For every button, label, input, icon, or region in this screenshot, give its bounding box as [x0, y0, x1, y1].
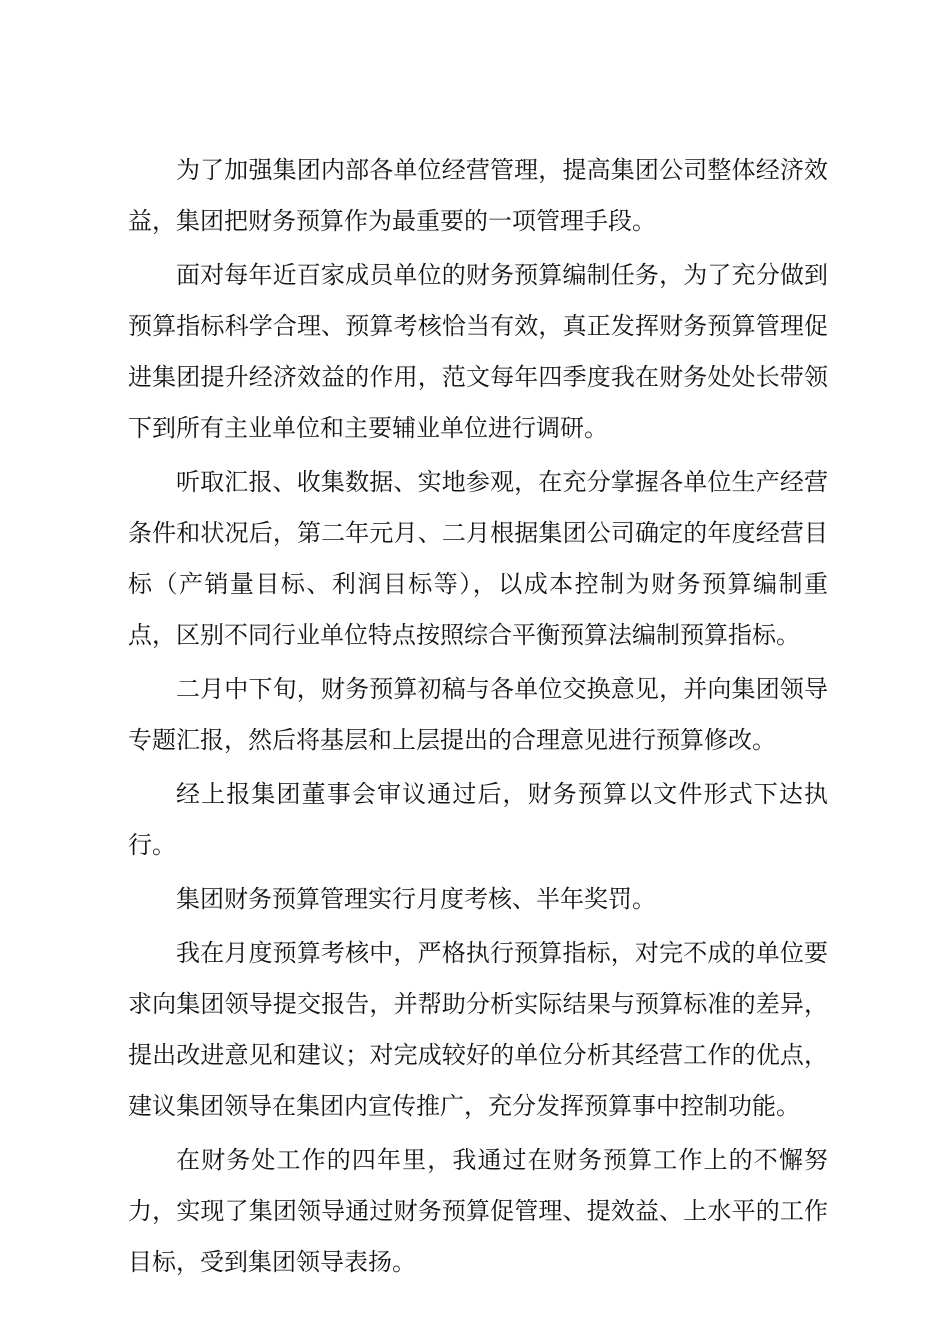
- paragraph-2: 面对每年近百家成员单位的财务预算编制任务，为了充分做到预算指标科学合理、预算考核恰当有效，真正发挥财务预算管理促进集团提升经济效益的作用，范文每年四季度我在财务处处长带领下到所有主业单位和主要辅业单位进行调研。: [128, 261, 828, 442]
- paragraph-1: 为了加强集团内部各单位经营管理，提高集团公司整体经济效益，集团把财务预算作为最重要的一项管理手段。: [128, 156, 828, 235]
- paragraph-8: 在财务处工作的四年里，我通过在财务预算工作上的不懈努力，实现了集团领导通过财务预算促管理、提效益、上水平的工作目标，受到集团领导表扬。: [128, 1146, 828, 1276]
- paragraph-3: 听取汇报、收集数据、实地参观，在充分掌握各单位生产经营条件和状况后，第二年元月、二月根据集团公司确定的年度经营目标（产销量目标、利润目标等），以成本控制为财务预算编制重点，区别不同行业单位特点按照综合平衡预算法编制预算指标。: [128, 468, 828, 649]
- paragraph-4: 二月中下旬，财务预算初稿与各单位交换意见，并向集团领导专题汇报，然后将基层和上层提出的合理意见进行预算修改。: [128, 675, 828, 754]
- paragraph-5: 经上报集团董事会审议通过后，财务预算以文件形式下达执行。: [128, 780, 828, 859]
- paragraph-7: 我在月度预算考核中，严格执行预算指标，对完不成的单位要求向集团领导提交报告，并帮助分析实际结果与预算标准的差异，提出改进意见和建议；对完成较好的单位分析其经营工作的优点，建议集团领导在集团内宣传推广，充分发挥预算事中控制功能。: [128, 939, 828, 1120]
- document-body: [128, 145, 828, 1291]
- paragraph-6: 集团财务预算管理实行月度考核、半年奖罚。: [176, 885, 656, 913]
